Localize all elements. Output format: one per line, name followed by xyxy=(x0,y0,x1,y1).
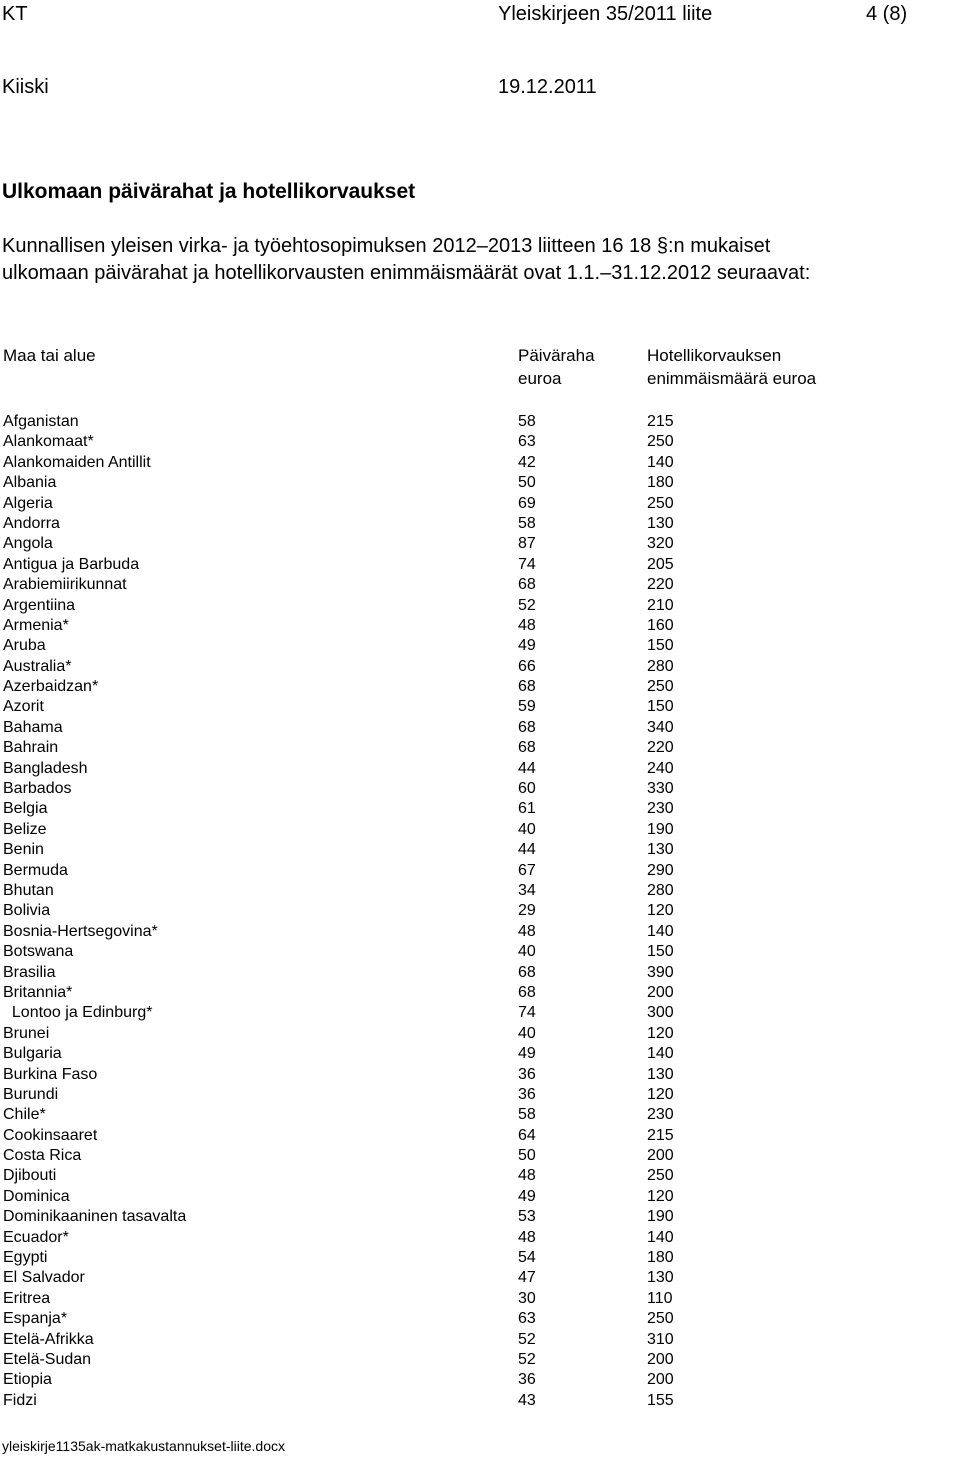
table-row xyxy=(0,1289,960,1309)
table-row xyxy=(0,432,960,452)
table-row xyxy=(0,514,960,534)
table-row xyxy=(0,412,960,432)
country-cell: Albania xyxy=(3,474,57,492)
daily-allowance-cell: 66 xyxy=(518,657,536,675)
daily-allowance-cell: 48 xyxy=(518,922,536,940)
country-cell: Burundi xyxy=(3,1085,59,1103)
country-cell: Egypti xyxy=(3,1249,48,1267)
daily-allowance-cell: 44 xyxy=(518,841,536,859)
daily-allowance-cell: 61 xyxy=(518,800,536,818)
country-cell: Ecuador* xyxy=(3,1228,69,1246)
country-cell: Djibouti xyxy=(3,1167,57,1185)
hotel-max-cell: 200 xyxy=(647,983,674,1001)
hotel-max-cell: 180 xyxy=(647,1249,674,1267)
table-row xyxy=(0,922,960,942)
daily-allowance-cell: 60 xyxy=(518,780,536,798)
country-cell: Botswana xyxy=(3,943,74,961)
table-row xyxy=(0,697,960,717)
hotel-max-cell: 280 xyxy=(647,657,674,675)
daily-allowance-cell: 36 xyxy=(518,1065,536,1083)
daily-allowance-cell: 54 xyxy=(518,1249,536,1267)
country-cell: Bulgaria xyxy=(3,1045,62,1063)
hotel-max-cell: 200 xyxy=(647,1147,674,1165)
daily-allowance-cell: 68 xyxy=(518,739,536,757)
table-row xyxy=(0,1065,960,1085)
allowance-table xyxy=(0,412,960,1411)
country-cell: Angola xyxy=(3,535,53,553)
table-row xyxy=(0,1370,960,1390)
hotel-max-cell: 200 xyxy=(647,1371,674,1389)
intro-line-1: Kunnallisen yleisen virka- ja työehtosopimuksen 2012–2013 liitteen 16 18 §:n mukaiset xyxy=(2,235,771,257)
footer-filename: yleiskirje1135ak-matkakustannukset-liite.docx xyxy=(2,1438,285,1454)
country-cell: Fidzi xyxy=(3,1391,37,1409)
table-row xyxy=(0,820,960,840)
hotel-max-cell: 215 xyxy=(647,413,674,430)
hotel-max-cell: 130 xyxy=(647,514,674,532)
daily-allowance-cell: 52 xyxy=(518,596,536,614)
hotel-max-cell: 130 xyxy=(647,1269,674,1287)
country-cell: Chile* xyxy=(3,1106,46,1124)
table-row xyxy=(0,840,960,860)
country-cell: Dominica xyxy=(3,1187,70,1205)
header-org: KT xyxy=(2,3,28,25)
country-cell: Eritrea xyxy=(3,1289,51,1307)
table-row xyxy=(0,759,960,779)
hotel-max-cell: 220 xyxy=(647,576,674,594)
table-row xyxy=(0,1207,960,1227)
hotel-max-cell: 120 xyxy=(647,902,674,920)
header-doc-ref: Yleiskirjeen 35/2011 liite xyxy=(498,3,713,25)
country-cell: Azorit xyxy=(3,698,44,716)
table-row xyxy=(0,1024,960,1044)
table-row xyxy=(0,861,960,881)
hotel-max-cell: 150 xyxy=(647,943,674,961)
daily-allowance-cell: 36 xyxy=(518,1371,536,1389)
hotel-max-cell: 210 xyxy=(647,596,674,614)
hotel-max-cell: 230 xyxy=(647,800,674,818)
country-cell: El Salvador xyxy=(3,1269,85,1287)
table-row xyxy=(0,881,960,901)
column-header-country: Maa tai alue xyxy=(3,346,96,365)
country-cell: Alankomaiden Antillit xyxy=(3,453,151,471)
hotel-max-cell: 340 xyxy=(647,718,674,736)
daily-allowance-cell: 68 xyxy=(518,576,536,594)
daily-allowance-cell: 47 xyxy=(518,1269,536,1287)
daily-allowance-cell: 40 xyxy=(518,943,536,961)
table-row xyxy=(0,1330,960,1350)
hotel-max-cell: 330 xyxy=(647,780,674,798)
table-row xyxy=(0,1085,960,1105)
table-row xyxy=(0,575,960,595)
daily-allowance-cell: 40 xyxy=(518,820,536,838)
daily-allowance-cell: 50 xyxy=(518,474,536,492)
hotel-max-cell: 215 xyxy=(647,1126,674,1144)
table-row xyxy=(0,963,960,983)
column-header-daily-line-1: Päiväraha xyxy=(518,346,595,365)
country-cell: Bosnia-Hertsegovina* xyxy=(3,922,158,940)
daily-allowance-cell: 29 xyxy=(518,902,536,920)
intro-line-2: ulkomaan päivärahat ja hotellikorvausten enimmäismäärät ovat 1.1.–31.12.2012 seuraavat: xyxy=(2,262,811,284)
table-row xyxy=(0,1268,960,1288)
hotel-max-cell: 155 xyxy=(647,1391,674,1409)
daily-allowance-cell: 68 xyxy=(518,983,536,1001)
country-cell: Alankomaat* xyxy=(3,433,94,451)
country-cell: Lontoo ja Edinburg* xyxy=(3,1004,153,1022)
country-cell: Britannia* xyxy=(3,983,73,1001)
daily-allowance-cell: 52 xyxy=(518,1350,536,1368)
country-cell: Argentiina xyxy=(3,596,76,614)
daily-allowance-cell: 68 xyxy=(518,718,536,736)
table-row xyxy=(0,901,960,921)
table-row xyxy=(0,1126,960,1146)
country-cell: Brunei xyxy=(3,1024,50,1042)
hotel-max-cell: 140 xyxy=(647,922,674,940)
country-cell: Bahrain xyxy=(3,739,59,757)
column-header-hotel-max xyxy=(647,344,816,390)
table-row xyxy=(0,453,960,473)
table-row xyxy=(0,1166,960,1186)
daily-allowance-cell: 63 xyxy=(518,1310,536,1328)
country-cell: Bolivia xyxy=(3,902,51,920)
hotel-max-cell: 250 xyxy=(647,494,674,512)
country-cell: Dominikaaninen tasavalta xyxy=(3,1208,187,1226)
country-cell: Bhutan xyxy=(3,881,54,899)
table-row xyxy=(0,779,960,799)
daily-allowance-cell: 40 xyxy=(518,1024,536,1042)
column-header-hotel-line-2: enimmäismäärä euroa xyxy=(647,369,817,388)
daily-allowance-cell: 49 xyxy=(518,1187,536,1205)
country-cell: Armenia* xyxy=(3,616,69,634)
daily-allowance-cell: 49 xyxy=(518,637,536,655)
table-row xyxy=(0,534,960,554)
hotel-max-cell: 200 xyxy=(647,1350,674,1368)
daily-allowance-cell: 68 xyxy=(518,678,536,696)
daily-allowance-cell: 64 xyxy=(518,1126,536,1144)
daily-allowance-cell: 43 xyxy=(518,1391,536,1409)
country-cell: Barbados xyxy=(3,780,72,798)
hotel-max-cell: 250 xyxy=(647,678,674,696)
daily-allowance-cell: 36 xyxy=(518,1085,536,1103)
hotel-max-cell: 130 xyxy=(647,1065,674,1083)
daily-allowance-cell: 34 xyxy=(518,881,536,899)
country-cell: Burkina Faso xyxy=(3,1065,98,1083)
country-cell: Bermuda xyxy=(3,861,68,879)
table-row xyxy=(0,616,960,636)
intro-paragraph xyxy=(2,233,957,287)
daily-allowance-cell: 53 xyxy=(518,1208,536,1226)
hotel-max-cell: 310 xyxy=(647,1330,674,1348)
country-cell: Cookinsaaret xyxy=(3,1126,98,1144)
hotel-max-cell: 320 xyxy=(647,535,674,553)
daily-allowance-cell: 59 xyxy=(518,698,536,716)
table-row xyxy=(0,596,960,616)
table-row xyxy=(0,657,960,677)
hotel-max-cell: 250 xyxy=(647,1310,674,1328)
country-cell: Algeria xyxy=(3,494,53,512)
daily-allowance-cell: 69 xyxy=(518,494,536,512)
country-cell: Aruba xyxy=(3,637,46,655)
table-row xyxy=(0,1187,960,1207)
table-row xyxy=(0,1309,960,1329)
hotel-max-cell: 140 xyxy=(647,1228,674,1246)
table-row xyxy=(0,983,960,1003)
hotel-max-cell: 190 xyxy=(647,820,674,838)
country-cell: Benin xyxy=(3,841,44,859)
daily-allowance-cell: 48 xyxy=(518,1228,536,1246)
header-date: 19.12.2011 xyxy=(498,76,597,98)
daily-allowance-cell: 48 xyxy=(518,1167,536,1185)
hotel-max-cell: 120 xyxy=(647,1085,674,1103)
daily-allowance-cell: 58 xyxy=(518,1106,536,1124)
country-cell: Etiopia xyxy=(3,1371,52,1389)
daily-allowance-cell: 87 xyxy=(518,535,536,553)
hotel-max-cell: 150 xyxy=(647,698,674,716)
table-row xyxy=(0,1391,960,1411)
country-cell: Espanja* xyxy=(3,1310,68,1328)
hotel-max-cell: 110 xyxy=(647,1289,673,1307)
country-cell: Arabiemiirikunnat xyxy=(3,576,127,594)
hotel-max-cell: 190 xyxy=(647,1208,674,1226)
hotel-max-cell: 160 xyxy=(647,616,674,634)
country-cell: Azerbaidzan* xyxy=(3,678,99,696)
table-row xyxy=(0,1146,960,1166)
country-cell: Belgia xyxy=(3,800,48,818)
table-row xyxy=(0,718,960,738)
hotel-max-cell: 230 xyxy=(647,1106,674,1124)
country-cell: Costa Rica xyxy=(3,1147,82,1165)
hotel-max-cell: 120 xyxy=(647,1024,674,1042)
table-row xyxy=(0,1044,960,1064)
column-header-daily-allowance xyxy=(518,344,595,390)
hotel-max-cell: 205 xyxy=(647,555,674,573)
header-author: Kiiski xyxy=(2,76,49,98)
daily-allowance-cell: 63 xyxy=(518,433,536,451)
daily-allowance-cell: 30 xyxy=(518,1289,536,1307)
table-row xyxy=(0,555,960,575)
daily-allowance-cell: 58 xyxy=(518,514,536,532)
country-cell: Belize xyxy=(3,820,47,838)
hotel-max-cell: 300 xyxy=(647,1004,674,1022)
header-page-number: 4 (8) xyxy=(866,3,908,25)
hotel-max-cell: 220 xyxy=(647,739,674,757)
table-row xyxy=(0,636,960,656)
country-cell: Bahama xyxy=(3,718,63,736)
country-cell: Etelä-Sudan xyxy=(3,1350,92,1368)
country-cell: Andorra xyxy=(3,514,60,532)
daily-allowance-cell: 50 xyxy=(518,1147,536,1165)
hotel-max-cell: 180 xyxy=(647,474,674,492)
daily-allowance-cell: 42 xyxy=(518,453,536,471)
hotel-max-cell: 150 xyxy=(647,637,674,655)
hotel-max-cell: 280 xyxy=(647,881,674,899)
daily-allowance-cell: 67 xyxy=(518,861,536,879)
country-cell: Australia* xyxy=(3,657,72,675)
daily-allowance-cell: 49 xyxy=(518,1045,536,1063)
country-cell: Brasilia xyxy=(3,963,56,981)
table-row xyxy=(0,494,960,514)
hotel-max-cell: 130 xyxy=(647,841,674,859)
hotel-max-cell: 390 xyxy=(647,963,674,981)
table-row xyxy=(0,1228,960,1248)
table-row xyxy=(0,1003,960,1023)
hotel-max-cell: 140 xyxy=(647,453,674,471)
country-cell: Bangladesh xyxy=(3,759,88,777)
daily-allowance-cell: 68 xyxy=(518,963,536,981)
table-row xyxy=(0,1248,960,1268)
hotel-max-cell: 120 xyxy=(647,1187,674,1205)
daily-allowance-cell: 74 xyxy=(518,555,536,573)
daily-allowance-cell: 48 xyxy=(518,616,536,634)
hotel-max-cell: 290 xyxy=(647,861,674,879)
hotel-max-cell: 140 xyxy=(647,1045,674,1063)
country-cell: Afganistan xyxy=(3,413,79,430)
daily-allowance-cell: 58 xyxy=(518,413,536,430)
hotel-max-cell: 250 xyxy=(647,1167,674,1185)
table-row xyxy=(0,738,960,758)
daily-allowance-cell: 74 xyxy=(518,1004,536,1022)
daily-allowance-cell: 44 xyxy=(518,759,536,777)
daily-allowance-cell: 52 xyxy=(518,1330,536,1348)
table-row xyxy=(0,942,960,962)
page-title: Ulkomaan päivärahat ja hotellikorvaukset xyxy=(2,180,416,203)
table-row xyxy=(0,677,960,697)
table-row xyxy=(0,473,960,493)
table-row xyxy=(0,1350,960,1370)
hotel-max-cell: 250 xyxy=(647,433,674,451)
column-header-hotel-line-1: Hotellikorvauksen xyxy=(647,346,782,365)
column-header-daily-line-2: euroa xyxy=(518,369,562,388)
table-row xyxy=(0,1105,960,1125)
hotel-max-cell: 240 xyxy=(647,759,674,777)
table-row xyxy=(0,799,960,819)
country-cell: Etelä-Afrikka xyxy=(3,1330,94,1348)
country-cell: Antigua ja Barbuda xyxy=(3,555,140,573)
